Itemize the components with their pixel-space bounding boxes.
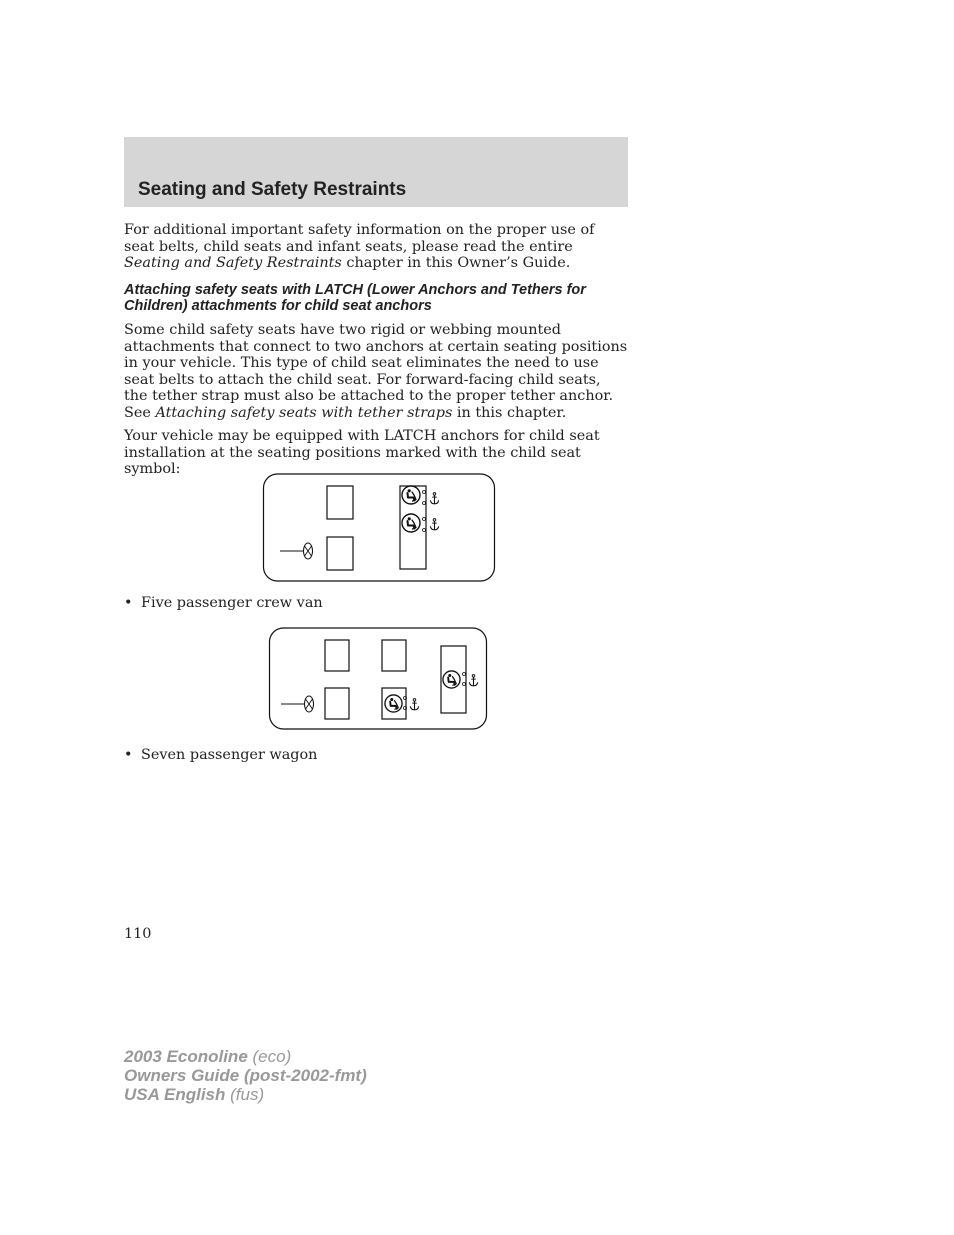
child-seat-icon: [402, 486, 420, 504]
section-header-band: [124, 137, 628, 207]
child-seat-icon: [402, 514, 420, 532]
seat-middle-right: [382, 640, 406, 671]
document-footer: [124, 1047, 367, 1104]
footer-model: 2003 Econoline: [124, 1047, 248, 1066]
latch-text-1: Some child safety seats have two rigid or webbing mounted attachments that connect to two anchors at certain seating positions in your vehicle. This type of child seat eliminates the need to use seat belts to attach the child seat. For forward-facing child seats, the tether strap must also be attached to the proper tether anchor. See: [124, 322, 628, 421]
intro-chapter-reference: Seating and Safety Restraints: [124, 255, 342, 271]
footer-line-2: [124, 1066, 367, 1085]
footer-line-3: [124, 1085, 367, 1104]
footer-language: USA English: [124, 1085, 226, 1104]
page-number: 110: [124, 926, 152, 942]
seat-front-passenger: [327, 486, 353, 519]
seat-front-passenger: [325, 640, 349, 671]
bullet-seven-passenger: • Seven passenger wagon: [124, 747, 318, 763]
intro-text-1: For additional important safety information on the proper use of seat belts, child seats and infant seats, please read the entire: [124, 222, 595, 255]
section-title: Seating and Safety Restraints: [138, 179, 407, 200]
child-seat-icon: [385, 695, 402, 712]
tether-straps-reference: Attaching safety seats with tether straps: [155, 404, 453, 421]
footer-model-code: (eco): [247, 1047, 292, 1066]
footer-line-1: [124, 1047, 367, 1066]
child-seat-icon: [443, 671, 460, 688]
equipped-paragraph: Your vehicle may be equipped with LATCH anchors for child seat installation at the seating positions marked with the child seat symbol:: [124, 428, 600, 477]
footer-guide: Owners Guide (post-2002-fmt): [124, 1066, 367, 1085]
seat-driver: [327, 537, 353, 570]
intro-paragraph: [124, 222, 628, 272]
latch-text-2: in this chapter.: [452, 404, 567, 421]
bullet-seven-passenger-text: Seven passenger wagon: [141, 747, 318, 763]
latch-paragraph: [124, 322, 628, 421]
van-outline: [264, 474, 495, 581]
five-passenger-seating-diagram: [262, 473, 496, 583]
bullet-five-passenger-text: Five passenger crew van: [141, 595, 323, 611]
latch-subheading: Attaching safety seats with LATCH (Lower Anchors and Tethers for Children) attachments for child seat anchors: [124, 282, 586, 314]
seven-passenger-seating-diagram: [268, 627, 488, 731]
seat-driver: [325, 688, 349, 719]
bullet-five-passenger: • Five passenger crew van: [124, 595, 323, 611]
intro-text-2: chapter in this Owner’s Guide.: [341, 255, 571, 271]
footer-language-code: (fus): [225, 1085, 265, 1104]
